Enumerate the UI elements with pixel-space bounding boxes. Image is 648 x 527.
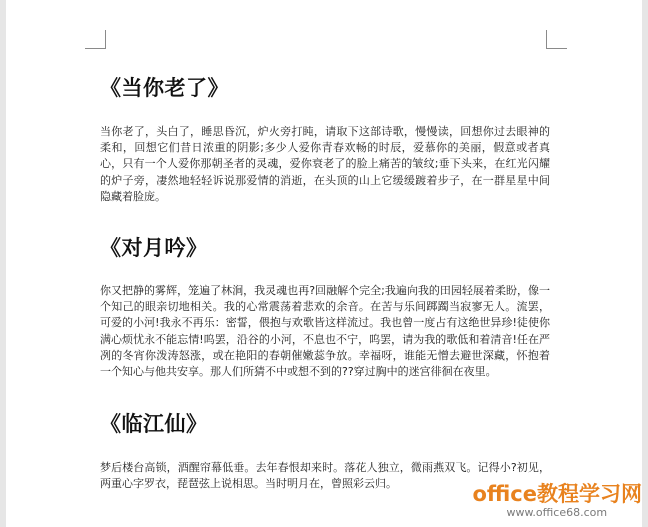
document-page — [6, 0, 642, 527]
poem-body-3: 梦后楼台高锁，酒醒帘幕低垂。去年春恨却来时。落花人独立，微雨燕双飞。记得小?初见，两重心字罗衣，琵琶弦上说相思。当时明月在，曾照彩云归。 — [100, 461, 550, 491]
poem-body-2: 你又把静的雾辉，笼遍了林涧，我灵魂也再?回融解个完全;我遍向我的田园轻展着柔盼，像一个知己的眼亲切地相关。我的心常震荡着悲欢的余音。在苦与乐间踯躅当寂寥无人。流罢，可爱的小河!我永不再乐：密誓，偎抱与欢歌皆这样流过。我也曾一度占有这绝世异珍!徒使你满心烦忧永不能忘情!呜罢，沿谷的小河，不息也不宁，呜罢，请为我的歌低和着清音!任在严冽的冬宵你泼涛怒涨，或在艳阳的春朝催嫩蕊争放。幸福呀，谁能无憎去避世深藏，怀抱着一个知心与他共安享。那人们所猜不中或想不到的??穿过胸中的迷宫徘徊在夜里。 — [100, 284, 550, 379]
poem-title-2: 《对月吟》 — [100, 236, 208, 260]
watermark-title: office教程学习网 — [472, 482, 642, 506]
crop-mark-top-right — [546, 30, 567, 49]
poem-body-1: 当你老了，头白了，睡思昏沉，炉火旁打盹，请取下这部诗歌，慢慢读，回想你过去眼神的柔和，回想它们昔日浓重的阴影;多少人爱你青春欢畅的时辰，爱慕你的美丽，假意或者真心，只有一个人爱你那朝圣者的灵魂，爱你衰老了的脸上痛苦的皱纹;垂下头来，在红光闪耀的炉子旁，凄然地轻轻诉说那爱情的消逝，在头顶的山上它缓缓踱着步子，在一群星星中间隐藏着脸庞。 — [100, 125, 550, 203]
watermark-url: www.office68.com — [506, 506, 608, 519]
poem-title-3: 《临江仙》 — [100, 412, 208, 436]
poem-title-1: 《当你老了》 — [100, 76, 229, 100]
site-watermark — [472, 478, 642, 519]
crop-mark-top-left — [85, 30, 106, 49]
